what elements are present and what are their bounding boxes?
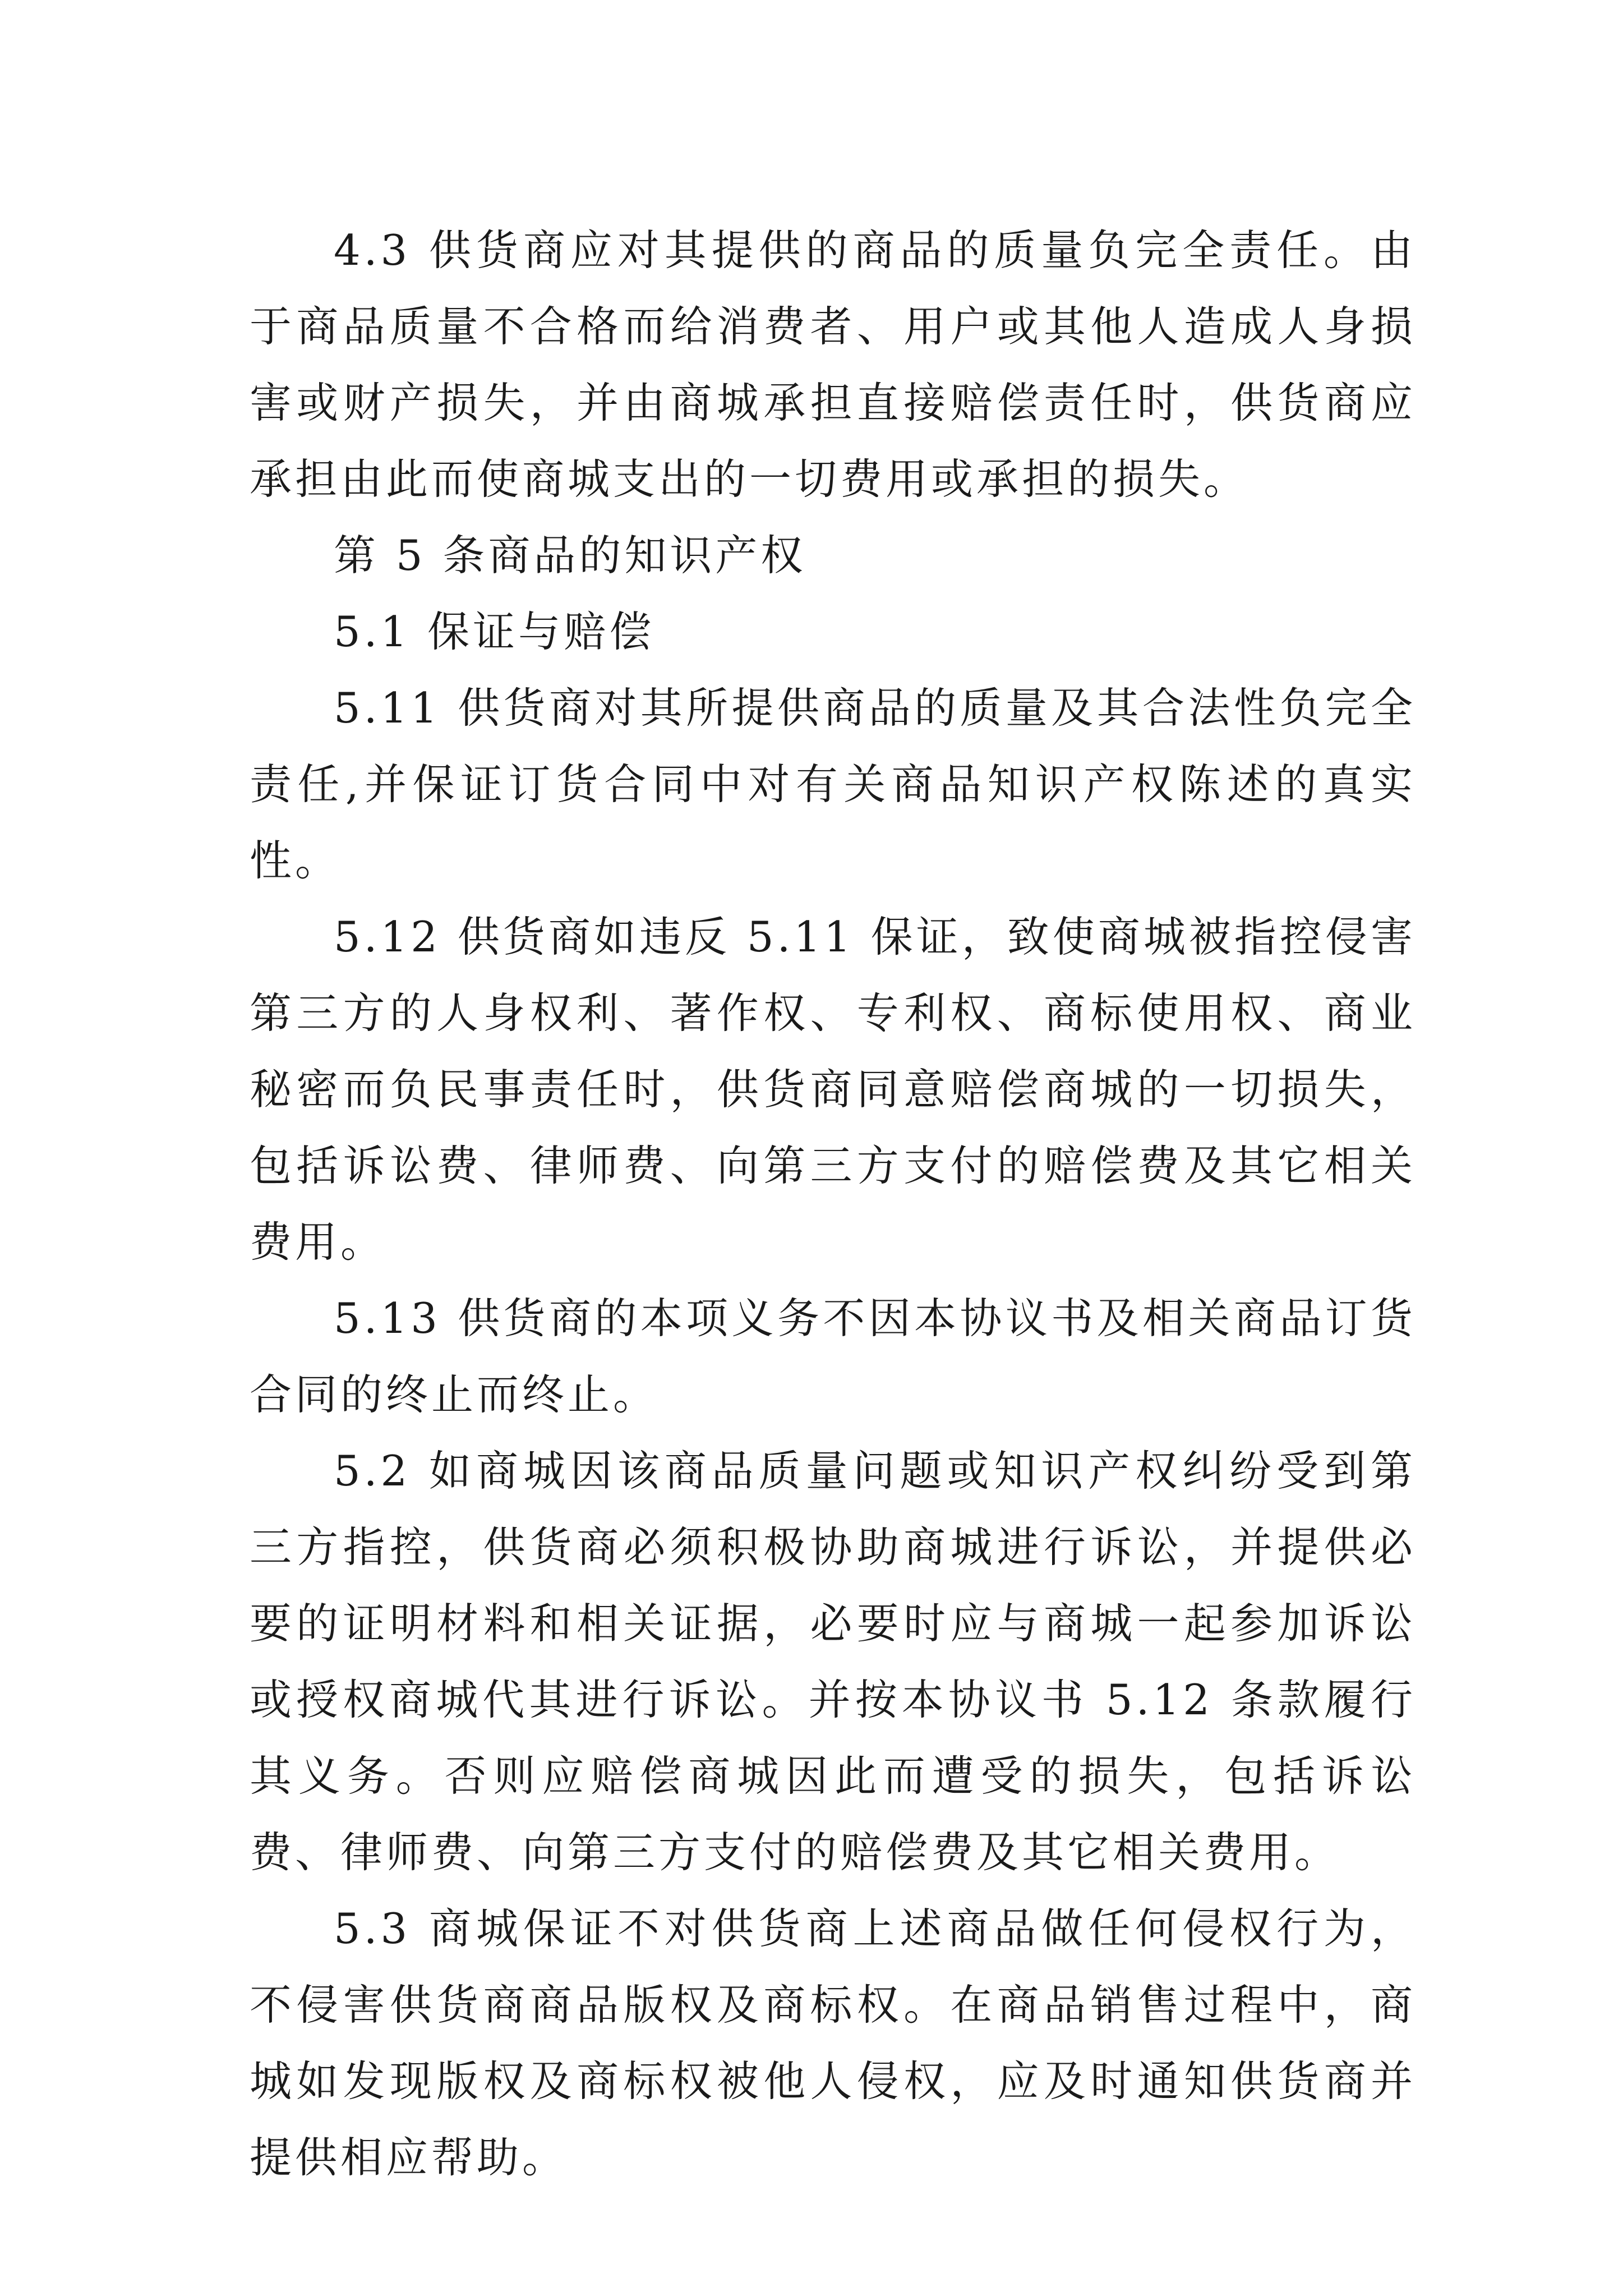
paragraph-5-11: 5.11 供货商对其所提供商品的质量及其合法性负完全责任,并保证订货合同中对有关商品知识产权陈述的真实性。 bbox=[250, 683, 1416, 885]
paragraph-5-3: 5.3 商城保证不对供货商上述商品做任何侵权行为，不侵害供货商商品版权及商标权。在商品销售过程中，商城如发现版权及商标权被他人侵权，应及时通知供货商并提供相应帮助。 bbox=[250, 1904, 1416, 2182]
paragraph-5-2: 5.2 如商城因该商品质量问题或知识产权纠纷受到第三方指控，供货商必须积极协助商城进行诉讼，并提供必要的证明材料和相关证据，必要时应与商城一起参加诉讼或授权商城代其进行诉讼。并按本协议书 5.12 条款履行其义务。否则应赔偿商城因此而遭受的损失，包括诉讼费、律师费、向第三方支付的赔偿费及其它相关费用。 bbox=[250, 1446, 1416, 1877]
paragraph-5-12: 5.12 供货商如违反 5.11 保证，致使商城被指控侵害第三方的人身权利、著作权、专利权、商标使用权、商业秘密而负民事责任时，供货商同意赔偿商城的一切损失，包括诉讼费、律师费、向第三方支付的赔偿费及其它相关费用。 bbox=[250, 912, 1416, 1267]
heading-article-5: 第 5 条商品的知识产权 bbox=[334, 531, 806, 580]
paragraph-5-13: 5.13 供货商的本项义务不因本协议书及相关商品订货合同的终止而终止。 bbox=[250, 1294, 1416, 1419]
heading-5-1: 5.1 保证与赔偿 bbox=[334, 607, 655, 656]
document-body bbox=[250, 212, 1416, 2196]
paragraph-4-3: 4.3 供货商应对其提供的商品的质量负完全责任。由于商品质量不合格而给消费者、用户或其他人造成人身损害或财产损失，并由商城承担直接赔偿责任时，供货商应承担由此而使商城支出的一切费用或承担的损失。 bbox=[250, 226, 1416, 504]
